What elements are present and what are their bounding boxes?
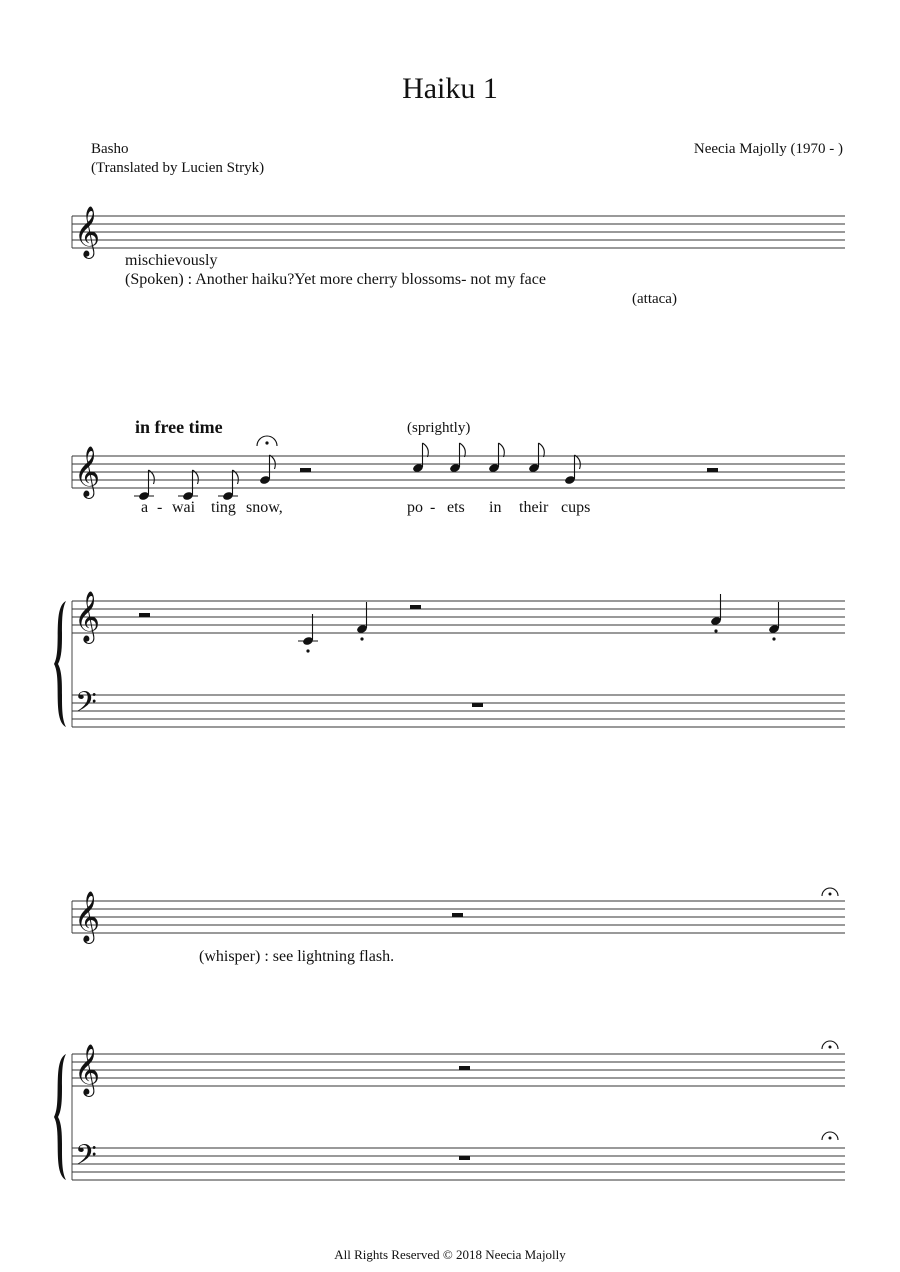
treble-clef-icon: 𝄞 (74, 206, 101, 257)
note-eighth (412, 443, 428, 473)
staff-system3-piano-treble (72, 1054, 845, 1086)
staff-system2-voice (72, 456, 845, 488)
note-eighth (134, 470, 154, 501)
note-quarter (768, 602, 780, 641)
lyric-syllable: cups (561, 499, 591, 516)
lyric-syllable: a (141, 499, 149, 516)
translator-credit: (Translated by Lucien Stryk) (91, 160, 265, 176)
poet-credit: Basho (91, 141, 129, 157)
spoken-text: (Spoken) : Another haiku?Yet more cherry blossoms- not my face (125, 271, 546, 288)
lyric-syllable: in (489, 499, 502, 516)
staff-system2-piano-bass (72, 601, 845, 727)
bass-clef-icon: 𝄢 (75, 1139, 97, 1179)
note-eighth (564, 455, 580, 485)
treble-clef-icon: 𝄞 (74, 446, 101, 497)
half-rest-icon (410, 605, 421, 609)
composer-credit: Neecia Majolly (1970 - ) (693, 141, 843, 157)
whisper-text: (whisper) : see lightning flash. (199, 948, 395, 965)
lyric-syllable: ting (211, 499, 236, 516)
treble-clef-icon: 𝄞 (74, 591, 101, 642)
half-rest-icon (459, 1156, 470, 1160)
half-rest-icon (707, 468, 718, 472)
staff-system1-voice (72, 216, 845, 248)
note-eighth (488, 443, 504, 473)
lyric-hyphen: - (157, 499, 163, 516)
note-eighth (178, 470, 198, 501)
score-title: Haiku 1 (402, 72, 498, 105)
lyric-syllable: their (519, 499, 549, 516)
half-rest-icon (472, 703, 483, 707)
expression-marking: mischievously (125, 252, 218, 269)
note-eighth (449, 443, 465, 473)
treble-clef-icon: 𝄞 (74, 891, 101, 942)
attaca-marking: (attaca) (632, 291, 677, 307)
note-eighth (259, 455, 275, 485)
piano-brace-icon (54, 1054, 66, 1180)
note-eighth (528, 443, 544, 473)
lyric-syllable: ets (447, 499, 465, 516)
piano-notes-system2 (139, 594, 780, 653)
bass-clef-icon: 𝄢 (75, 686, 97, 726)
fermata-icon (822, 1041, 838, 1049)
copyright-notice: All Rights Reserved © 2018 Neecia Majolly (334, 1247, 566, 1262)
treble-clef-icon: 𝄞 (74, 1044, 101, 1095)
lyric-syllable: po (407, 499, 423, 516)
half-rest-icon (300, 468, 311, 472)
lyric-syllable: wai (172, 499, 196, 516)
staff-system2-piano-treble (72, 601, 845, 633)
half-rest-icon (139, 613, 150, 617)
lyric-hyphen: - (430, 499, 436, 516)
half-rest-icon (459, 1066, 470, 1070)
fermata-icon (257, 436, 277, 446)
piano-brace-icon (54, 601, 66, 727)
fermata-icon (822, 1132, 838, 1140)
tempo-marking: in free time (135, 417, 223, 437)
lyric-syllable: snow, (246, 499, 283, 516)
note-eighth (218, 470, 238, 501)
note-quarter (356, 602, 368, 641)
voice-notes-system2 (134, 436, 718, 501)
staff-system3-piano-bass (72, 1054, 845, 1180)
note-quarter (710, 594, 722, 633)
character-marking: (sprightly) (407, 420, 471, 436)
half-rest-icon (452, 913, 463, 917)
fermata-icon (822, 888, 838, 896)
